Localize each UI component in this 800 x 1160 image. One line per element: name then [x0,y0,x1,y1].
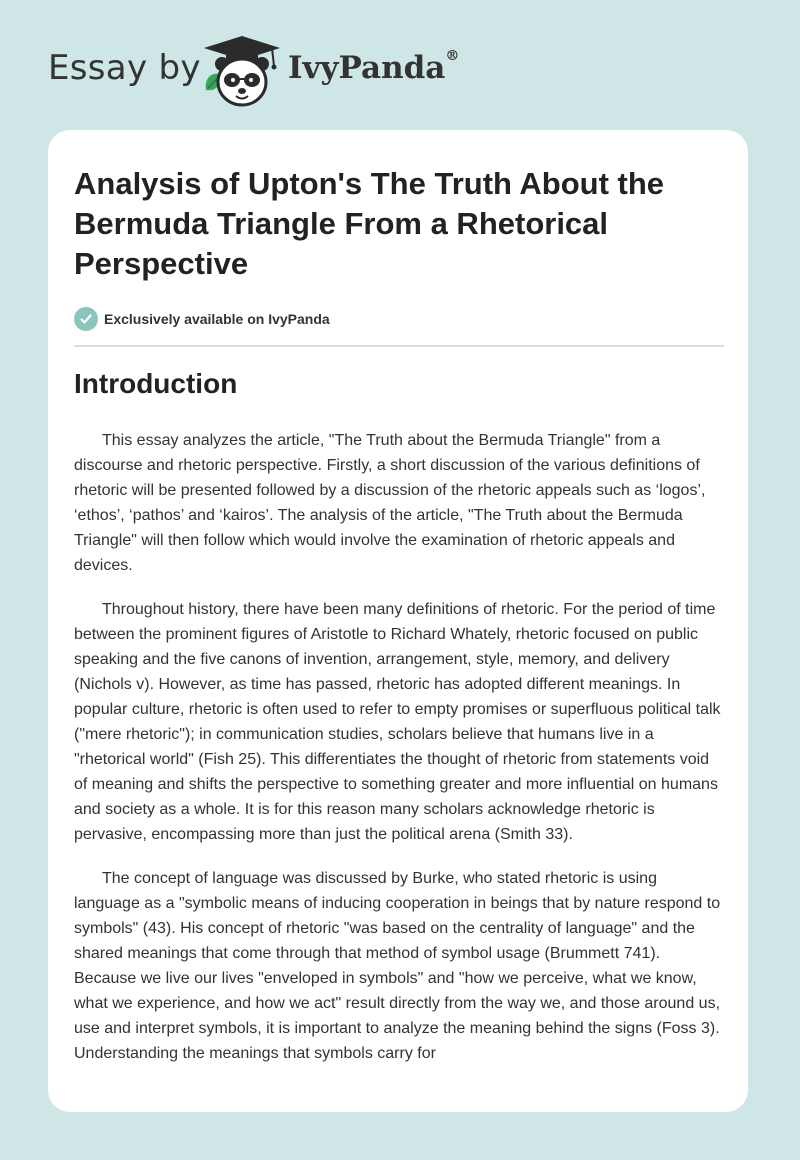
divider [74,345,724,347]
exclusive-badge-text: Exclusively available on IvyPanda [104,311,330,327]
section-heading: Introduction [74,368,238,399]
paragraph: This essay analyzes the article, "The Truth about the Bermuda Triangle" from a discourse and rhetoric perspective. Firstly, a short discussion of the various definitions of rhetoric will be presented followed by a discussion of the rhetoric appeals such as ‘logos’, ‘ethos’, ‘pathos’ and ‘kairos’. The analysis of the article, "The Truth about the Bermuda Triangle" will then follow which would involve the examination of rhetoric appeals and devices. [74,432,706,574]
brand-name: IvyPanda® [288,48,460,86]
essay-card [48,130,748,1112]
paragraph: Throughout history, there have been many definitions of rhetoric. For the period of time between the prominent figures of Aristotle to Richard Whately, rhetoric focused on public speaking and the five canons of invention, arrangement, style, memory, and delivery (Nichols v). However, as time has passed, rhetoric has adopted different meanings. In popular culture, rhetoric is often used to refer to empty promises or superfluous political talk ("mere rhetoric"); in communication studies, scholars believe that humans live in a "rhetorical world" (Fish 25). This differentiates the thought of rhetoric from statements void of meaning and shifts the perspective to something greater and more influential on humans and society as a whole. It is for this reason many scholars acknowledge rhetoric is pervasive, encompassing more than just the political arena (Smith 33). [74,601,721,843]
check-circle-icon [74,307,98,331]
panda-graduate-icon [202,34,282,110]
essay-title: Analysis of Upton's The Truth About the Bermuda Triangle From a Rhetorical Perspective [74,166,665,281]
site-brand[interactable] [48,34,548,110]
brand-prefix: Essay by [48,48,201,88]
paragraph: The concept of language was discussed by Burke, who stated rhetoric is using language as a "symbolic means of inducing cooperation in beings that by nature respond to symbols" (43). His concept of rhetoric "was based on the centrality of language" and the shared meanings that come through that method of symbol usage (Brummett 741). Because we live our lives "enveloped in symbols" and "how we perceive, what we know, what we experience, and how we act" result directly from the way we, and those around us, use and interpret symbols, it is important to analyze the meaning behind the signs (Foss 3). Understanding the meanings that symbols carry for [74,870,721,1062]
essay-body [74,428,724,1085]
exclusive-badge [74,306,330,332]
